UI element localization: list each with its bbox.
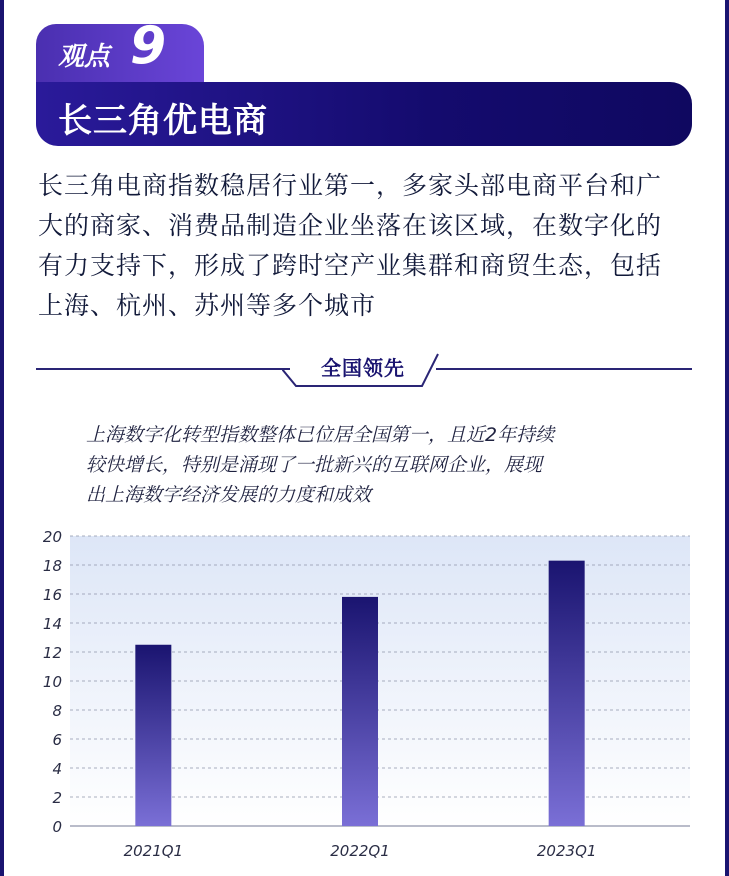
y-tick-label: 20 [42, 528, 62, 546]
bar-2022Q1 [342, 597, 378, 826]
bar-2021Q1 [135, 645, 171, 826]
intro-paragraph [38, 166, 698, 326]
section-divider-left [36, 368, 290, 370]
y-tick-label: 18 [42, 557, 62, 575]
y-tick-label: 8 [52, 702, 62, 720]
y-tick-label: 14 [42, 615, 62, 633]
section-divider-right [436, 368, 692, 370]
y-tick-label: 4 [52, 760, 62, 778]
intro-line: 长三角电商指数稳居行业第一，多家头部电商平台和广 [38, 171, 663, 200]
y-tick-label: 12 [42, 644, 62, 662]
bar-chart [28, 526, 698, 866]
right-border [725, 0, 729, 876]
chart-note [86, 420, 666, 510]
left-border [0, 0, 4, 876]
note-line: 出上海数字经济发展的力度和成效 [86, 484, 372, 506]
y-tick-label: 6 [52, 731, 62, 749]
viewpoint-number: 9 [130, 16, 167, 76]
note-line: 上海数字化转型指数整体已位居全国第一，且近2年持续 [86, 424, 555, 446]
intro-line: 大的商家、消费品制造企业坐落在该区域，在数字化的 [38, 211, 663, 240]
x-tick-label: 2022Q1 [330, 842, 390, 860]
section-title: 全国领先 [321, 356, 405, 380]
intro-line: 有力支持下，形成了跨时空产业集群和商贸生态，包括 [38, 251, 663, 280]
y-tick-label: 10 [42, 673, 62, 691]
y-tick-label: 0 [52, 818, 62, 836]
x-tick-label: 2023Q1 [536, 842, 597, 860]
y-tick-label: 16 [42, 586, 62, 604]
note-line: 较快增长，特别是涌现了一批新兴的互联网企业，展现 [86, 454, 543, 476]
viewpoint-tag-label: 观点 [58, 42, 111, 72]
bar-2023Q1 [549, 561, 585, 826]
page-title: 长三角优电商 [58, 101, 268, 141]
x-tick-label: 2021Q1 [123, 842, 184, 860]
intro-line: 上海、杭州、苏州等多个城市 [38, 291, 377, 320]
y-tick-label: 2 [52, 789, 62, 807]
